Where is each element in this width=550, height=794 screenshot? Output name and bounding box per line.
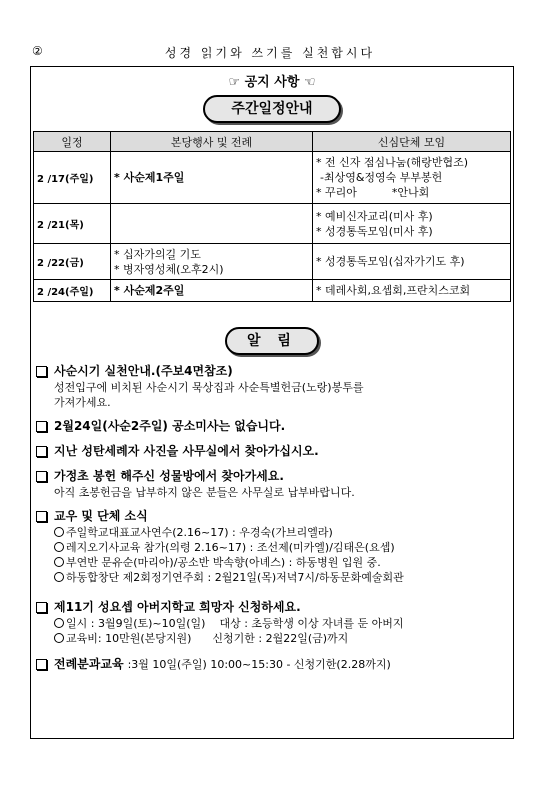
alert-item <box>35 656 509 673</box>
alert-item <box>35 508 509 585</box>
column-header-parish: 본당행사 및 전례 <box>111 132 313 152</box>
parish-event: * 병자영성체(오후2시) <box>114 262 224 276</box>
news-line <box>35 555 509 570</box>
alert-item <box>35 599 509 646</box>
row-parish <box>111 280 313 302</box>
group-event: * 데레사회,요셉회,프란치스코회 <box>316 284 471 297</box>
row-groups <box>313 280 511 302</box>
alert-title-wrap <box>35 443 509 460</box>
school-text: 교육비: 10만원(본당지원) 신청기한 : 2월22일(금)까지 <box>66 632 349 645</box>
group-event: * 성경통독모임(십자가기도 후) <box>316 255 465 268</box>
checkbox-square-icon <box>36 659 47 670</box>
alert-title-wrap <box>35 468 509 485</box>
alert-title: 사순시기 실천안내.(주보4면참조) <box>54 364 233 378</box>
alert-item <box>35 443 509 460</box>
alert-title: 제11기 성요셉 아버지학교 희망자 신청하세요. <box>54 600 301 614</box>
alert-title-wrap <box>35 599 509 616</box>
alerts-title: 알 림 <box>225 327 319 355</box>
news-text: 레지오기사교육 참가(의령 2.16~17) : 조선제(미카엘)/김태은(요셉) <box>66 541 395 554</box>
schedule-title: 주간일정안내 <box>203 95 341 123</box>
table-row <box>34 152 511 204</box>
row-parish <box>111 152 313 204</box>
group-event: * 성경통독모임(미사 후) <box>316 224 433 238</box>
circle-bullet-icon <box>54 633 64 643</box>
row-groups <box>313 152 511 204</box>
alert-body-line: 성전입구에 비치된 사순시기 묵상집과 사순특별헌금(노랑)봉투를 <box>54 381 364 394</box>
bulletin-frame <box>30 66 514 739</box>
table-row <box>34 244 511 280</box>
news-text: 주일학교대표교사연수(2.16~17) : 우경숙(가브리엘라) <box>66 526 333 539</box>
news-text: 하동합창단 제2회정기연주회 : 2월21일(목)저녁7시/하동문화예술회관 <box>66 571 404 584</box>
alert-item <box>35 468 509 500</box>
row-date: 2 /21(목) <box>34 204 111 244</box>
checkbox-square-icon <box>36 366 47 377</box>
circle-bullet-icon <box>54 572 64 582</box>
circle-bullet-icon <box>54 557 64 567</box>
checkbox-square-icon <box>36 471 47 482</box>
checkbox-square-icon <box>36 421 47 432</box>
notice-title: ☞ 공지 사항 ☜ <box>228 75 316 90</box>
schedule-table <box>33 131 511 302</box>
group-event: * 예비신자교리(미사 후) <box>316 209 433 223</box>
school-text: 일시 : 3월9일(토)~10일(일) 대상 : 초등학생 이상 자녀를 둔 아버지 <box>66 617 404 630</box>
alert-item <box>35 363 509 410</box>
circle-bullet-icon <box>54 618 64 628</box>
circle-bullet-icon <box>54 542 64 552</box>
row-parish <box>111 244 313 280</box>
alert-title: 2월24일(사순2주일) 공소미사는 없습니다. <box>54 419 286 433</box>
alert-title-wrap <box>35 508 509 525</box>
group-event: * 꾸리아 *안나회 <box>316 186 430 199</box>
alert-item <box>35 418 509 435</box>
table-row <box>34 204 511 244</box>
alert-inline-detail: :3월 10일(주일) 10:00~15:30 - 신청기한(2.28까지) <box>127 658 391 671</box>
alert-title-wrap <box>35 363 509 380</box>
parish-event: * 십자가의길 기도 <box>114 247 201 261</box>
page-number: ② <box>32 44 43 58</box>
group-event: -최상영&정영숙 부부봉헌 <box>320 171 443 184</box>
row-date: 2 /24(주일) <box>34 280 111 302</box>
page-slogan: 성경 읽기와 쓰기를 실천합시다 <box>164 46 376 60</box>
news-line <box>35 540 509 555</box>
parish-event: * 사순제2주일 <box>114 284 185 297</box>
row-parish <box>111 204 313 244</box>
alert-title: 교우 및 단체 소식 <box>54 509 148 523</box>
circle-bullet-icon <box>54 527 64 537</box>
page-header <box>30 44 510 64</box>
column-header-groups: 신심단체 모임 <box>313 132 511 152</box>
alert-title: 가정초 봉헌 해주신 성물방에서 찾아가세요. <box>54 469 284 483</box>
alert-body-line: 가져가세요. <box>54 396 111 409</box>
alerts-list <box>35 363 509 677</box>
checkbox-square-icon <box>36 602 47 613</box>
row-date: 2 /22(금) <box>34 244 111 280</box>
alert-title: 전례분과교육 <box>54 657 124 671</box>
row-groups <box>313 244 511 280</box>
row-groups <box>313 204 511 244</box>
parish-event: * 사순제1주일 <box>114 171 185 184</box>
news-text: 부연반 문유순(마리아)/공소반 박속향(아녜스) : 하동병원 입원 중. <box>66 556 381 569</box>
school-line <box>35 631 509 646</box>
alert-body-line: 아직 초봉헌금을 납부하지 않은 분들은 사무실로 납부바랍니다. <box>54 486 355 499</box>
checkbox-square-icon <box>36 446 47 457</box>
news-line <box>35 525 509 540</box>
column-header-date: 일정 <box>34 132 111 152</box>
schedule-header-row <box>34 132 511 152</box>
table-row <box>34 280 511 302</box>
alert-title-wrap <box>35 418 509 435</box>
row-date: 2 /17(주일) <box>34 152 111 204</box>
group-event: * 전 신자 점심나눔(해랑반협조) <box>316 156 469 169</box>
school-line <box>35 616 509 631</box>
news-line <box>35 570 509 585</box>
alert-title-wrap <box>35 656 509 673</box>
alert-title: 지난 성탄세례자 사진을 사무실에서 찾아가십시오. <box>54 444 319 458</box>
checkbox-square-icon <box>36 511 47 522</box>
